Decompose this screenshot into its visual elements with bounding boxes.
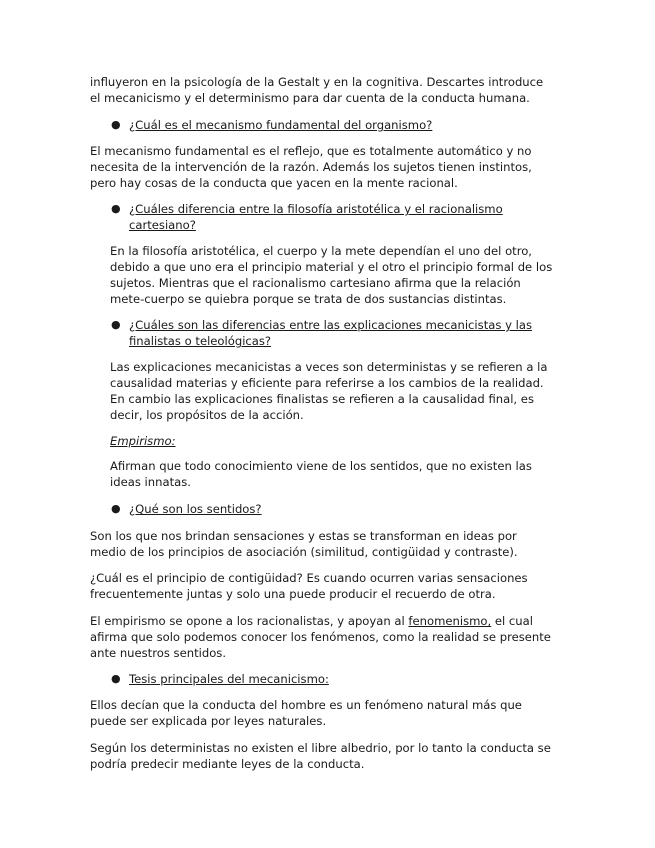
bullet-question-mecanismo: ● ¿Cuál es el mecanismo fundamental del organismo?	[111, 118, 433, 132]
paragraph-conducta-natural: Ellos decían que la conducta del hombre es un fenómeno natural más que puede ser explicada por leyes naturales.	[90, 698, 522, 728]
paragraph-aristotelica: En la filosofía aristotélica, el cuerpo y la mete dependían el uno del otro, debido a que uno era el principio material y el otro el principio formal de los sujetos. Mientras que el racionalismo cartesiano afirma que la relación mete-cuerpo se quiebra porque se trata de dos sustancias distintas.	[110, 244, 553, 306]
fenomenismo-term: fenomenismo,	[408, 614, 492, 628]
bullet-dot: ●	[111, 118, 121, 131]
bullet-question-explicaciones: ● ¿Cuáles son las diferencias entre las explicaciones mecanicistas y las finalistas o teleológicas?	[111, 318, 532, 348]
bullet-dot: ●	[111, 318, 121, 331]
heading-empirismo: Empirismo:	[110, 434, 176, 448]
bullet-question-sentidos: ● ¿Qué son los sentidos?	[111, 502, 262, 516]
paragraph-mecanicistas: Las explicaciones mecanicistas a veces son deterministas y se refieren a la causalidad materias y eficiente para referirse a los cambios de la realidad. En cambio las explicaciones finalistas se refieren a la causalidad final, es decir, los propósitos de la acción.	[110, 360, 548, 422]
bullet-question-aristotelica: ● ¿Cuáles diferencia entre la filosofía aristotélica y el racionalismo cartesiano?	[111, 202, 503, 232]
paragraph-contiguidad: ¿Cuál es el principio de contigüidad? Es cuando ocurren varias sensaciones frecuentemente juntas y solo una puede producir el recuerdo de otra.	[90, 571, 528, 601]
bullet-dot: ●	[111, 202, 121, 215]
paragraph-deterministas: Según los deterministas no existen el libre albedrio, por lo tanto la conducta se podría predecir mediante leyes de la conducta.	[90, 741, 551, 771]
bullet-dot: ●	[111, 502, 121, 515]
paragraph-descartes-intro: influyeron en la psicología de la Gestalt y en la cognitiva. Descartes introduce el mecanicismo y el determinismo para dar cuenta de la conducta humana.	[90, 75, 544, 105]
paragraph-sentidos: Son los que nos brindan sensaciones y estas se transforman en ideas por medio de los principios de asociación (similitud, contigüidad y contraste).	[90, 529, 518, 559]
paragraph-reflejo: El mecanismo fundamental es el reflejo, que es totalmente automático y no necesita de la intervención de la razón. Además los sujetos tienen instintos, pero hay cosas de la conducta que yacen en la mente racional.	[90, 144, 532, 190]
paragraph-empirismo: Afirman que todo conocimiento viene de los sentidos, que no existen las ideas innatas.	[110, 459, 532, 489]
paragraph-fenomenismo: El empirismo se opone a los racionalistas, y apoyan al fenomenismo, el cual afirma que solo podemos conocer los fenómenos, como la realidad se presente ante nuestros sentidos.	[90, 614, 551, 660]
bullet-dot: ●	[111, 672, 121, 685]
bullet-tesis-mecanicismo: ● Tesis principales del mecanicismo:	[111, 672, 329, 686]
